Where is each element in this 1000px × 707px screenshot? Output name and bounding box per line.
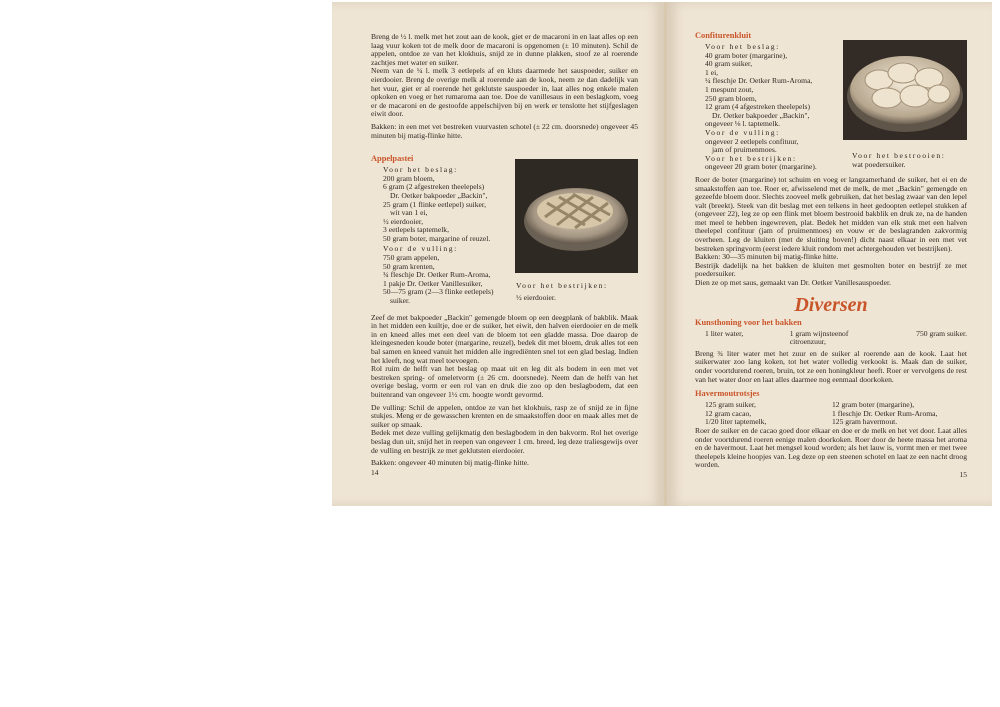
ingredient: 12 gram cacao,: [705, 408, 752, 418]
ingredient: 750 gram suiker.: [916, 328, 967, 338]
ingredient: ongeveer ⅛ l. taptemelk.: [705, 119, 781, 129]
ingredient: 750 gram appelen,: [383, 253, 440, 263]
page-number: 15: [959, 470, 967, 479]
ingredient: 1 gram wijnsteenof citroenzuur,: [789, 328, 849, 347]
ingredient: 3 eetlepels taptemelk,: [383, 225, 449, 235]
recipe-title: Appelpastei: [371, 154, 414, 164]
method-paragraph: Zeef de met bakpoeder „Backin" gemengde bloem op een deegplank of bakblik. Maak in het midden een kuiltje, doe er de suiker, het eiwit, den halven eierdooier en de melk in en kneed alles met een deel van de bloem tot een gladde massa. Doe daarop de kleingesneden koude boter (margarine, reuzel), bedek dit met bloem, druk alles tot een bal samen en kneed vanuit het midden alle ingrediënten snel tot een glad beslag. Indien het kleeft, nog wat meel toevoegen.: [371, 312, 638, 365]
bestrijken-heading: Voor het bestrijken:: [705, 153, 797, 163]
ingredient: ¾ fleschje Dr. Oetker Rum-Aroma,: [383, 270, 491, 280]
ingredient: Dr. Oetker bakpoeder „Backin",: [712, 110, 810, 120]
intro-paragraph: Breng de ½ l. melk met het zout aan de kook, giet er de macaroni in en laat alles op een laag vuur koken tot de melk door de macaroni is opgenomen (± 10 minuten). Schil de appelen, ontdoe ze van het klokhuis, snijd ze in dunne plakken, stoof ze al roerende zachtjes met water en suiker.: [371, 32, 638, 67]
ingredient: suiker.: [390, 296, 411, 306]
bestrooien-block: [852, 152, 962, 169]
ingredient: 250 gram bloem,: [705, 93, 757, 103]
ingredient: 1 liter water,: [705, 328, 744, 338]
bake-instruction: Bakken: ongeveer 40 minuten bij matig-flinke hitte.: [371, 458, 529, 468]
ingredient: 1 pakje Dr. Oetker Vanillesuiker,: [383, 278, 483, 288]
ingredient: 1 mespunt zout,: [705, 84, 754, 94]
section-title: Diversen: [794, 293, 868, 316]
method-paragraph: Bakken: 30—35 minuten bij matig-flinke hitte.: [695, 252, 839, 262]
method-block: [695, 176, 967, 288]
left-page: [332, 2, 664, 506]
method-paragraph: Bestrijk dadelijk na het bakken de kluiten met gesmolten boter en bestrijf ze met poedersuiker.: [695, 260, 967, 279]
ingredient: ongeveer 20 gram boter (margarine).: [705, 162, 817, 172]
right-page: [667, 2, 992, 506]
beslag-heading: Voor het beslag:: [705, 42, 780, 51]
method-block: [371, 314, 638, 468]
ingredients-column-right: [832, 401, 967, 427]
appelpastei-photo: [515, 159, 638, 273]
ingredient: wat poedersuiker.: [852, 159, 906, 169]
ingredient: 12 gram (4 afgestreken theelepels): [705, 102, 810, 112]
vulling-heading: Voor de vulling:: [705, 127, 780, 137]
method-paragraph: De vulling: Schil de appelen, ontdoe ze van het klokhuis, rasp ze of snijd ze in fijne stukjes. Meng er de gewasschen krenten en de smaakstoffen door en maak alles met de suiker op smaak.: [371, 402, 638, 429]
ingredient: 1 fleschje Dr. Oetker Rum-Aroma,: [832, 408, 938, 418]
ingredient: 40 gram suiker,: [705, 59, 753, 69]
ingredient: 125 gram havermout.: [832, 417, 898, 427]
method-paragraph: Bedek met deze vulling gelijkmatig den beslagbodem in den bakvorm. Rol het overige beslag dun uit, snijd het in reepen van ongeveer 1 cm. breed, leg deze traliesgewijs over de vulling en bestrijk ze met geklutsten eierdooier.: [371, 428, 638, 455]
ingredient: 200 gram bloem,: [383, 173, 435, 183]
recipe-title: Kunsthoning voor het bakken: [695, 317, 802, 327]
page-number: 14: [371, 468, 379, 477]
method-paragraph: Breng ¾ liter water met het zuur en de suiker al roerende aan de kook. Laat het suikerwater zoo lang koken, tot het water volledig verkookt is. Maak dan de suiker, onder voortdurend roeren, bruin, tot ze een honingkleur heeft. Roer er vervolgens de rest van het water door en laat alles daarmee nog eenmaal doorkoken.: [695, 348, 967, 384]
recipe-title: Confiturenkluit: [695, 31, 752, 40]
intro-paragraph: Neem van de ¼ l. melk 3 eetlepels af en kluts daarmede het sauspoeder, suiker en eierdooier. Breng de overige melk al roerende aan de kook, neem ze dan dadelijk van het vuur, giet er al roerende het geklutste sauspoeder in, laat alles nog enkele malen opkoken en voeg er het rumaroma aan toe. Doe de vanillesaus in een beslagkom, voeg er de macaroni en de gestoofde appelschijven bij en werk er tenslotte het stijfgeslagen eiwit door.: [371, 66, 638, 119]
bestrijken-heading: Voor het bestrijken:: [516, 281, 608, 290]
ingredient: jam of pruimenmoes.: [712, 145, 777, 155]
ingredient: 40 gram boter (margarine),: [705, 50, 788, 60]
ingredient: 50 gram boter, margarine of reuzel.: [383, 233, 491, 243]
ingredients-column: [383, 166, 533, 306]
kunsthoning-ingredients: [695, 330, 967, 347]
ingredient: 1 ei,: [705, 67, 719, 77]
ingredient: 125 gram suiker,: [705, 400, 756, 410]
ingredient: 12 gram boter (margarine),: [832, 400, 915, 410]
confiturenkluit-photo: [843, 40, 967, 140]
ingredient: wit van 1 ei,: [390, 208, 428, 218]
ingredients-column: [705, 43, 855, 172]
ingredient: 6 gram (2 afgestreken theelepels): [383, 182, 485, 192]
recipe-title: Havermoutrotsjes: [695, 389, 760, 399]
bestrijken-block: [516, 282, 641, 302]
ingredient: 25 gram (1 flinke eetlepel) suiker,: [383, 199, 487, 209]
ingredient: ½ eierdooier,: [383, 216, 423, 226]
ingredient: 50 gram krenten,: [383, 261, 435, 271]
bestrooien-heading: Voor het bestrooien:: [852, 151, 946, 160]
ingredient: 50—75 gram (2—3 flinke eetlepels): [383, 287, 494, 297]
ingredient: 1/20 liter taptemelk,: [705, 417, 767, 427]
ingredients-column-left: [695, 401, 766, 427]
vulling-heading: Voor de vulling:: [383, 244, 458, 254]
ingredient: ¼ fleschje Dr. Oetker Rum-Aroma,: [705, 76, 813, 86]
method-paragraph: Rol ruim de helft van het beslag op maat uit en leg dit als bodem in een met vet bestreken spring- of omeletvorm (± 26 cm. doorsnede). Neem dan de helft van het overige beslag, vorm er een rol van en druk die zoo op den beslagbodem, dat een buitenrand van ongeveer 1½ cm. hoogte wordt gevormd.: [371, 364, 638, 399]
ingredient: Dr. Oetker bakpoeder „Backin",: [390, 190, 488, 200]
ingredient: ½ eierdooier.: [516, 292, 556, 302]
bake-instruction: Bakken: in een met vet bestreken vuurvasten schotel (± 22 cm. doorsnede) ongeveer 45 minuten bij matig-flinke hitte.: [371, 121, 638, 140]
havermout-ingredients: [695, 401, 967, 427]
beslag-heading: Voor het beslag:: [383, 165, 458, 175]
ingredient: ongeveer 2 eetlepels confituur,: [705, 136, 799, 146]
method-paragraph: Roer de boter (margarine) tot schuim en voeg er langzamerhand de suiker, het ei en de smaakstoffen aan toe. Roer er, afwisselend met de melk, de met „Backin" gemengde en gezeefde bloem door. Slechts zooveel melk gebruiken, dat het beslag zwaar van den lepel valt (breekt). Steek van dit beslag met een telkens in heet gedoopten eetlepel stukken af (ongeveer 22), leg ze op een flink met bloem bestrooid bakblik en druk ze, na de handen met meel te hebben ingewreven, plat. Bedek het midden van elk stuk met een halven theelepel confituur (jam of pruimenmoes) en vouw er de beslagranden zakvormig overheen. Leg de kluiten (met de sluiting boven!) dicht naast elkaar in een met vet bestreken springvorm (eerst iedere kluit rondom met achtergehouden vet bestrijken).: [695, 174, 967, 253]
method-paragraph: Roer de suiker en de cacao goed door elkaar en doe er de melk en het vet door. Laat alles onder voortdurend roeren eenige malen doorkoken. Roer door de heete massa het aroma en de havermout. Laat het mengsel koud worden; als het lauw is, vormt men er met twee theelepels kleine hoopjes van. Leg deze op een steenen schotel en laat ze een nacht droog worden.: [695, 425, 967, 470]
method-paragraph: Dien ze op met saus, gemaakt van Dr. Oetker Vanillesauspoeder.: [695, 278, 891, 288]
